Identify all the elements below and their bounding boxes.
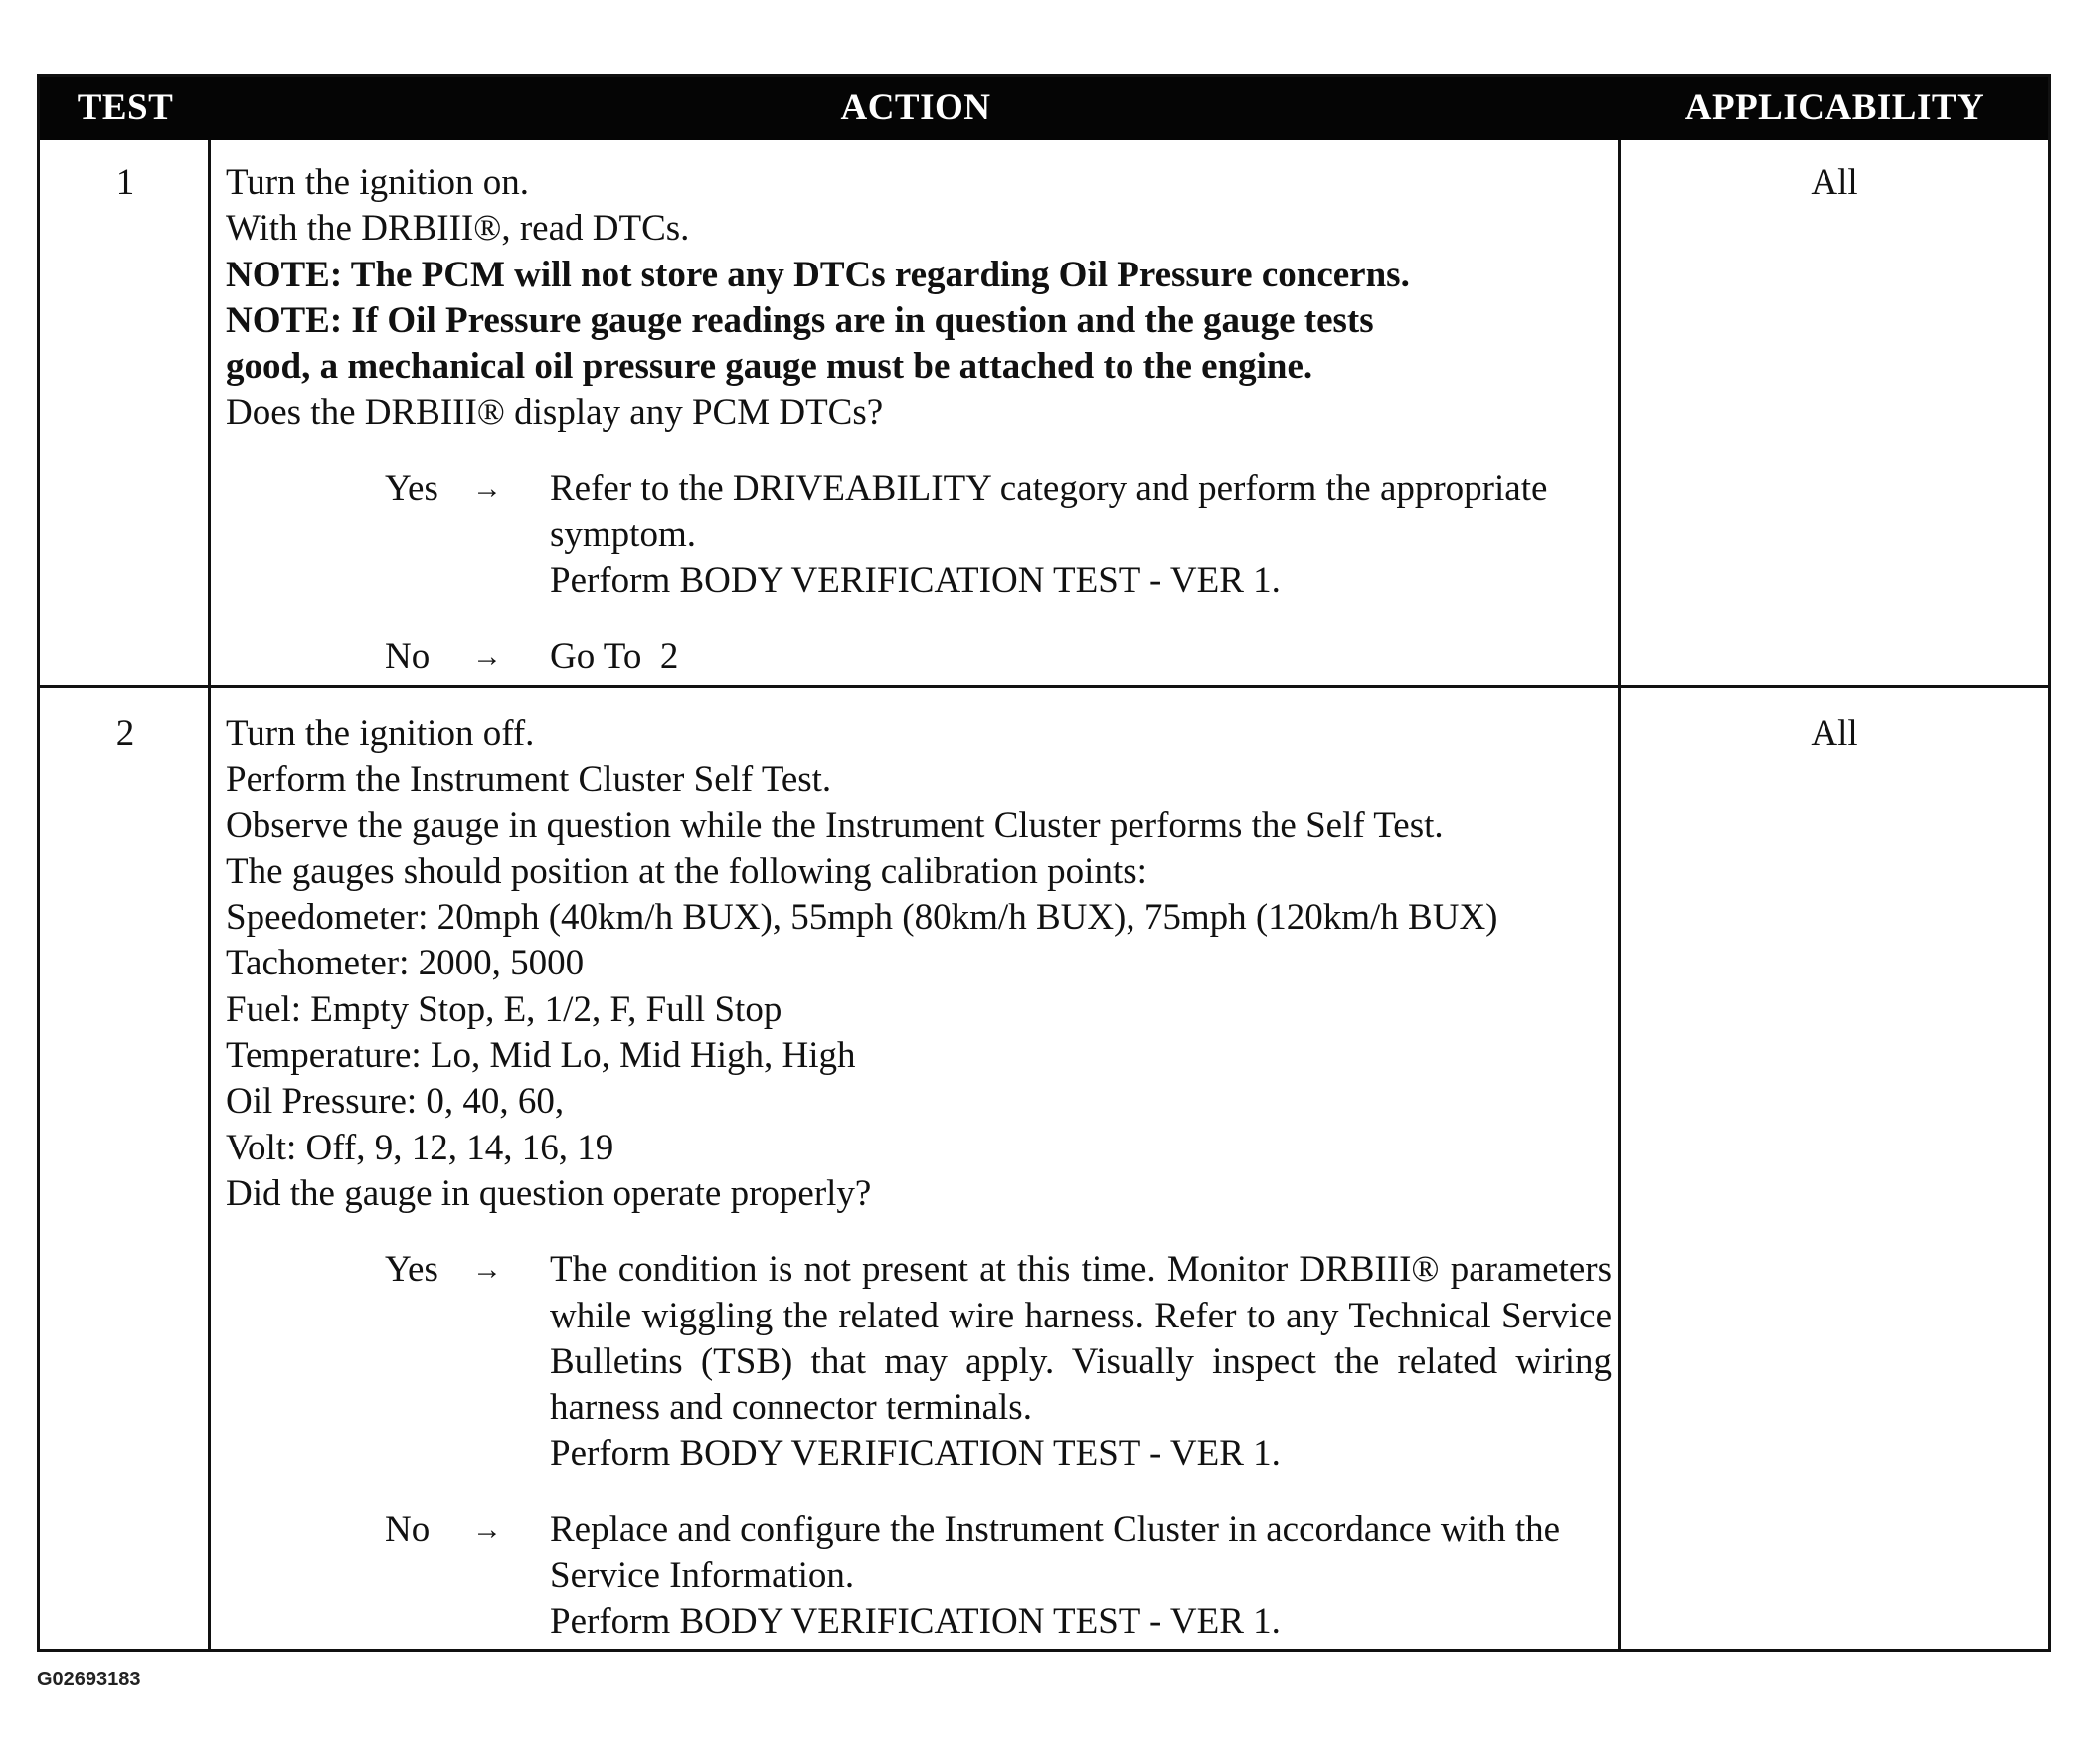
yes-label: Yes xyxy=(385,467,438,509)
applicability-value: All xyxy=(1811,713,1858,754)
right-arrow-icon: → xyxy=(472,1253,502,1287)
no-label: No xyxy=(385,1508,431,1550)
action-line: Perform the Instrument Cluster Self Test. xyxy=(226,759,832,800)
action-line: Observe the gauge in question while the Instrument Cluster performs the Self Test. xyxy=(226,804,1444,846)
action-line: Turn the ignition off. xyxy=(226,713,535,754)
test-number: 2 xyxy=(115,713,135,754)
no-text: Go To 2 xyxy=(550,635,679,677)
question-line: Does the DRBIII® display any PCM DTCs? xyxy=(226,392,884,434)
no-answer xyxy=(385,1507,1613,1646)
no-answer xyxy=(385,634,1613,680)
question-line: Did the gauge in question operate properly? xyxy=(226,1172,872,1214)
action-line: Temperature: Lo, Mid Lo, Mid High, High xyxy=(226,1035,856,1077)
right-arrow-icon: → xyxy=(472,639,502,673)
row-divider xyxy=(40,685,2048,688)
yes-text: Perform BODY VERIFICATION TEST - VER 1. xyxy=(550,1433,1281,1475)
diagnostic-test-table xyxy=(37,74,2051,1652)
yes-body xyxy=(550,1247,1612,1477)
no-text: Replace and configure the Instrument Cluster in accordance with the Service Information. xyxy=(550,1508,1561,1597)
yes-text: Perform BODY VERIFICATION TEST - VER 1. xyxy=(550,560,1281,602)
yes-text: The condition is not present at this time. Monitor DRBIII® parameters while wiggling the related wire harness. Refer to any Technical Service Bulletins (TSB) that may apply. Visually inspect the related wiring harness and connector terminals. xyxy=(550,1249,1612,1429)
action-cell xyxy=(226,160,1613,680)
action-line: With the DRBIII®, read DTCs. xyxy=(226,208,690,250)
yes-text: Refer to the DRIVEABILITY category and perform the appropriate symptom. xyxy=(550,467,1548,556)
action-line: Fuel: Empty Stop, E, 1/2, F, Full Stop xyxy=(226,988,782,1030)
yes-body xyxy=(550,466,1612,605)
table-header xyxy=(40,77,2048,140)
column-divider xyxy=(1618,140,1621,1649)
no-label: No xyxy=(385,635,431,677)
header-test: TEST xyxy=(77,88,174,128)
header-action: ACTION xyxy=(840,88,991,128)
action-line: Volt: Off, 9, 12, 14, 16, 19 xyxy=(226,1127,614,1168)
no-text: Perform BODY VERIFICATION TEST - VER 1. xyxy=(550,1601,1281,1643)
header-applicability: APPLICABILITY xyxy=(1684,88,1985,128)
no-body xyxy=(550,634,1612,680)
note-line: NOTE: The PCM will not store any DTCs regarding Oil Pressure concerns. xyxy=(226,254,1410,295)
no-body xyxy=(550,1507,1612,1646)
action-line: The gauges should position at the following calibration points: xyxy=(226,850,1147,892)
yes-label: Yes xyxy=(385,1249,438,1291)
action-line: Tachometer: 2000, 5000 xyxy=(226,943,585,984)
yes-answer xyxy=(385,466,1613,605)
figure-id: G02693183 xyxy=(37,1669,141,1690)
note-line: good, a mechanical oil pressure gauge must be attached to the engine. xyxy=(226,346,1313,388)
action-line: Oil Pressure: 0, 40, 60, xyxy=(226,1081,565,1123)
note-line: NOTE: If Oil Pressure gauge readings are in question and the gauge tests xyxy=(226,299,1374,341)
action-line: Turn the ignition on. xyxy=(226,162,529,203)
action-line: Speedometer: 20mph (40km/h BUX), 55mph (80km/h BUX), 75mph (120km/h BUX) xyxy=(226,897,1498,939)
right-arrow-icon: → xyxy=(472,1512,502,1546)
test-number: 1 xyxy=(115,162,135,203)
right-arrow-icon: → xyxy=(472,471,502,505)
applicability-value: All xyxy=(1811,162,1858,203)
yes-answer xyxy=(385,1247,1613,1477)
column-divider xyxy=(208,140,211,1649)
action-cell xyxy=(226,711,1613,1646)
